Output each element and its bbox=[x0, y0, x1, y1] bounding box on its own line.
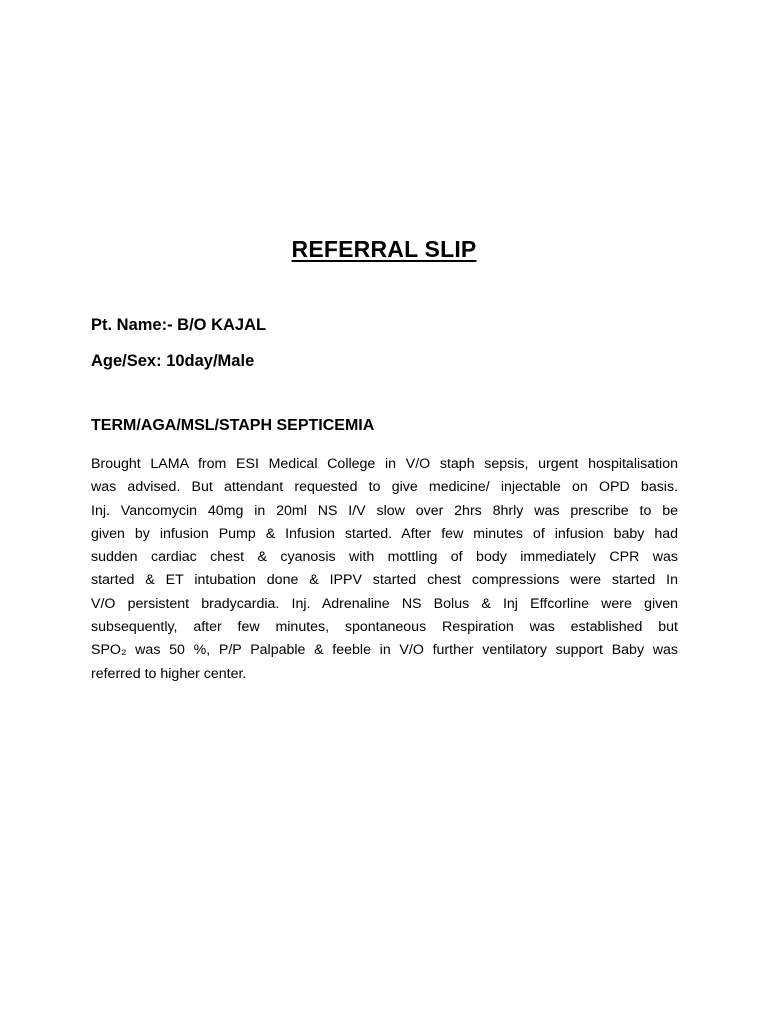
patient-name: Pt. Name:- B/O KAJAL bbox=[91, 316, 267, 334]
clinical-notes-line: started & ET intubation done & IPPV started chest compressions were started In bbox=[91, 572, 678, 589]
diagnosis-heading: TERM/AGA/MSL/STAPH SEPTICEMIA bbox=[91, 417, 375, 434]
clinical-notes-line: sudden cardiac chest & cyanosis with mottling of body immediately CPR was bbox=[91, 549, 678, 566]
document-title: REFERRAL SLIP bbox=[291, 236, 477, 262]
clinical-notes-line: SPO₂ was 50 %, P/P Palpable & feeble in V/O further ventilatory support Baby was bbox=[91, 642, 678, 659]
clinical-notes-line: subsequently, after few minutes, spontaneous Respiration was established but bbox=[91, 619, 678, 636]
clinical-notes-line: was advised. But attendant requested to give medicine/ injectable on OPD basis. bbox=[91, 479, 678, 496]
clinical-notes-line: Brought LAMA from ESI Medical College in V/O staph sepsis, urgent hospitalisation bbox=[91, 456, 678, 472]
age-sex: Age/Sex: 10day/Male bbox=[91, 352, 255, 370]
clinical-notes bbox=[91, 453, 678, 686]
clinical-notes-line: referred to higher center. bbox=[91, 665, 247, 682]
clinical-notes-line: Inj. Vancomycin 40mg in 20ml NS I/V slow over 2hrs 8hrly was prescribe to be bbox=[91, 502, 678, 519]
clinical-notes-line: V/O persistent bradycardia. Inj. Adrenaline NS Bolus & Inj Effcorline were given bbox=[91, 595, 678, 612]
clinical-notes-line: given by infusion Pump & Infusion started. After few minutes of infusion baby had bbox=[91, 525, 678, 542]
